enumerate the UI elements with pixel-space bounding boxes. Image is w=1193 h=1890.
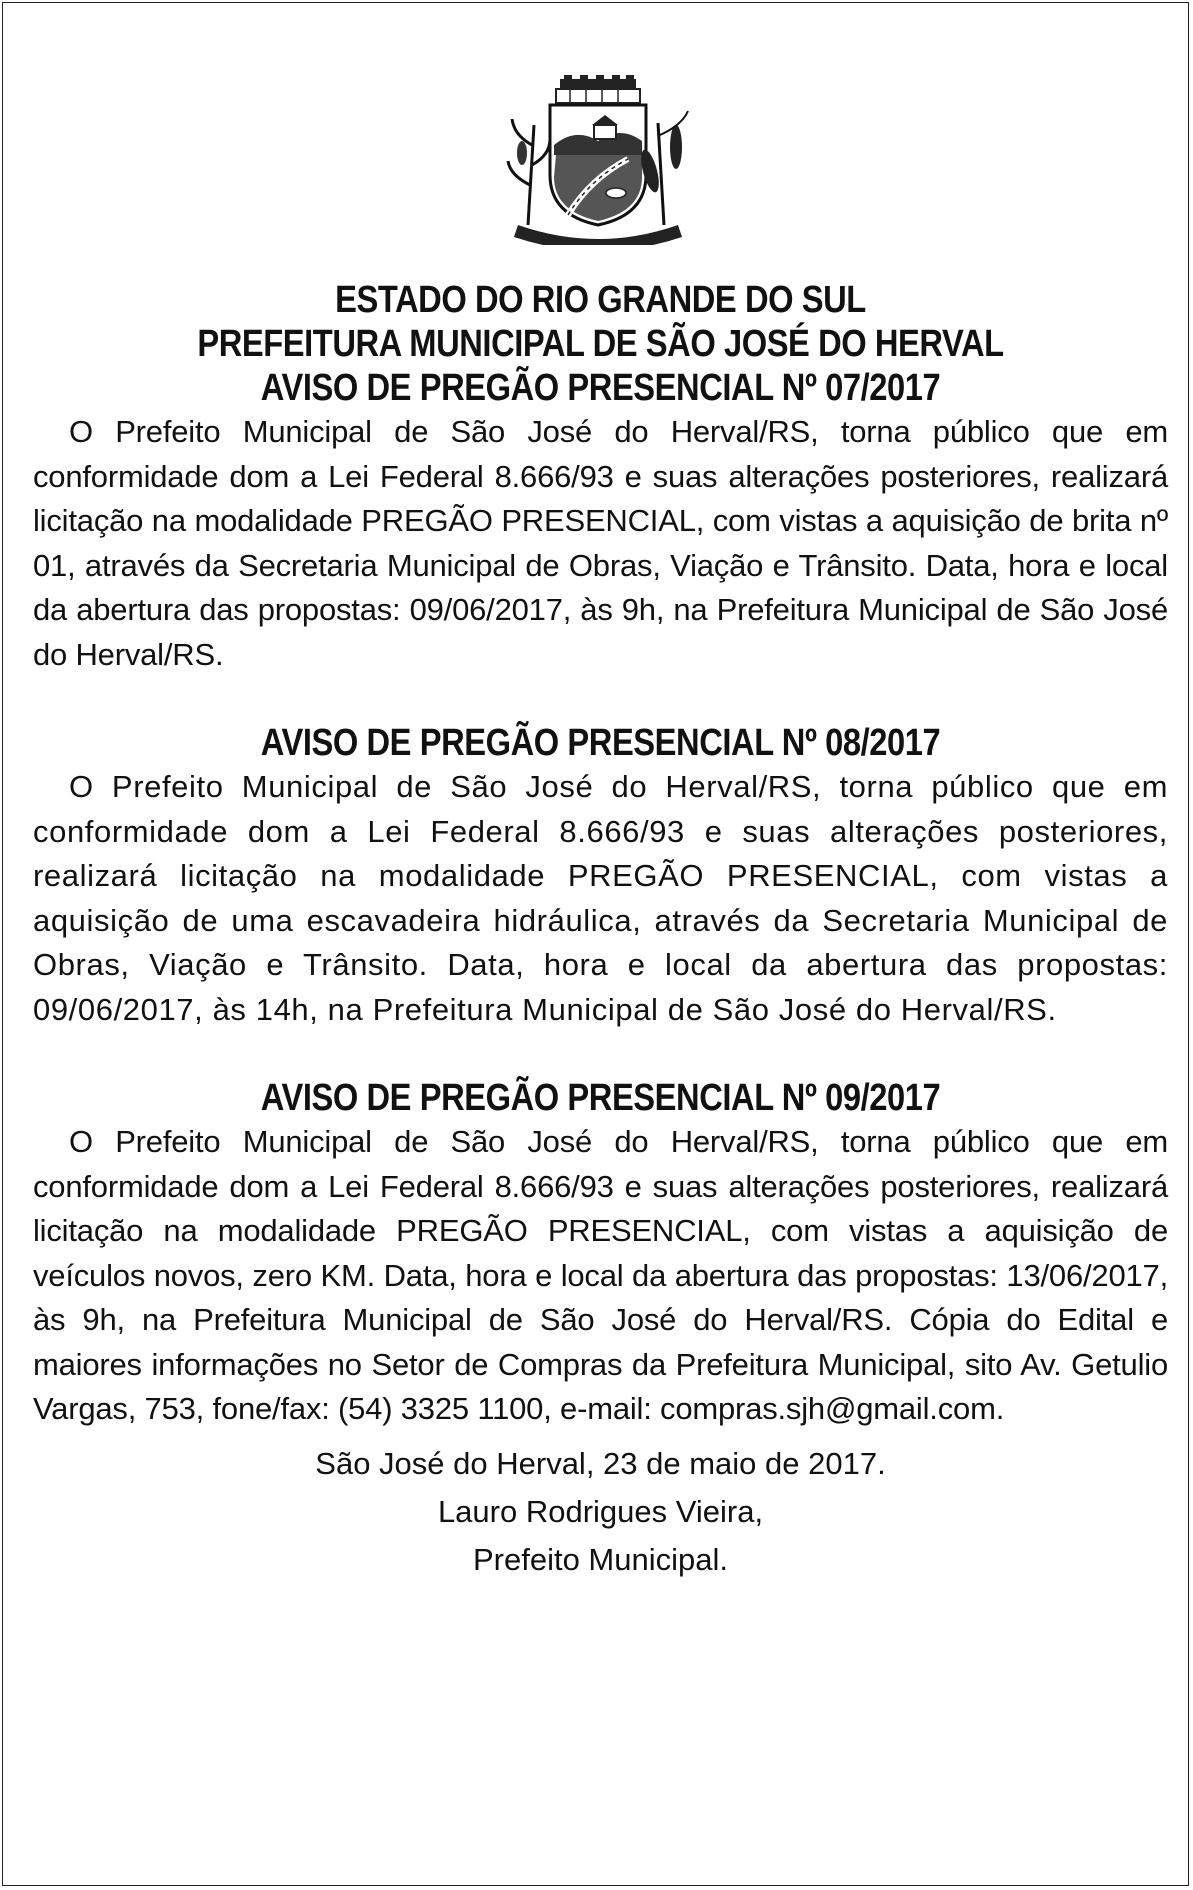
section-body-09: O Prefeito Municipal de São José do Herval/RS, torna público que em conformidade dom a Lei Federal 8.666/93 e suas alterações posteriores, realizará licitação na modalidade PREGÃO PRESENCIAL, com vistas a aquisição de veículos novos, zero KM. Data, hora e local da abertura das propostas: 13/06/2017, às 9h, na Prefeitura Municipal de São José do Herval/RS. Cópia do Edital e maiores informações no Setor de Compras da Prefeitura Municipal, sito Av. Getulio Vargas, 753, fone/fax: (54) 3325 1100, e-mail: compras.sjh@gmail.com. bbox=[33, 1124, 1168, 1426]
state-heading: ESTADO DO RIO GRANDE DO SUL bbox=[335, 279, 866, 321]
notice-frame bbox=[2, 2, 1189, 1886]
municipal-coat-of-arms-icon bbox=[498, 75, 698, 245]
section-title-09: AVISO DE PREGÃO PRESENCIAL Nº 09/2017 bbox=[260, 1077, 941, 1119]
signer-name: Lauro Rodrigues Vieira, bbox=[437, 1493, 764, 1529]
place-date: São José do Herval, 23 de maio de 2017. bbox=[315, 1445, 886, 1481]
section-title-07: AVISO DE PREGÃO PRESENCIAL Nº 07/2017 bbox=[260, 367, 941, 409]
notice-document bbox=[33, 278, 1168, 1584]
section-body-08: O Prefeito Municipal de São José do Herval/RS, torna público que em conformidade dom a Lei Federal 8.666/93 e suas alterações posteriores, realizará licitação na modalidade PREGÃO PRESENCIAL, com vistas a aquisição de uma escavadeira hidráulica, através da Secretaria Municipal de Obras, Viação e Trânsito. Data, hora e local da abertura das propostas: 09/06/2017, às 14h, na Prefeitura Municipal de São José do Herval/RS. bbox=[33, 769, 1168, 1027]
section-body-07: O Prefeito Municipal de São José do Herval/RS, torna público que em conformidade dom a Lei Federal 8.666/93 e suas alterações posteriores, realizará licitação na modalidade PREGÃO PRESENCIAL, com vistas a aquisição de brita nº 01, através da Secretaria Municipal de Obras, Viação e Trânsito. Data, hora e local da abertura das propostas: 09/06/2017, às 9h, na Prefeitura Municipal de São José do Herval/RS. bbox=[33, 414, 1168, 672]
city-hall-heading: PREFEITURA MUNICIPAL DE SÃO JOSÉ DO HERVAL bbox=[197, 323, 1004, 365]
section-title-08: AVISO DE PREGÃO PRESENCIAL Nº 08/2017 bbox=[260, 722, 941, 764]
signer-role: Prefeito Municipal. bbox=[472, 1541, 728, 1577]
